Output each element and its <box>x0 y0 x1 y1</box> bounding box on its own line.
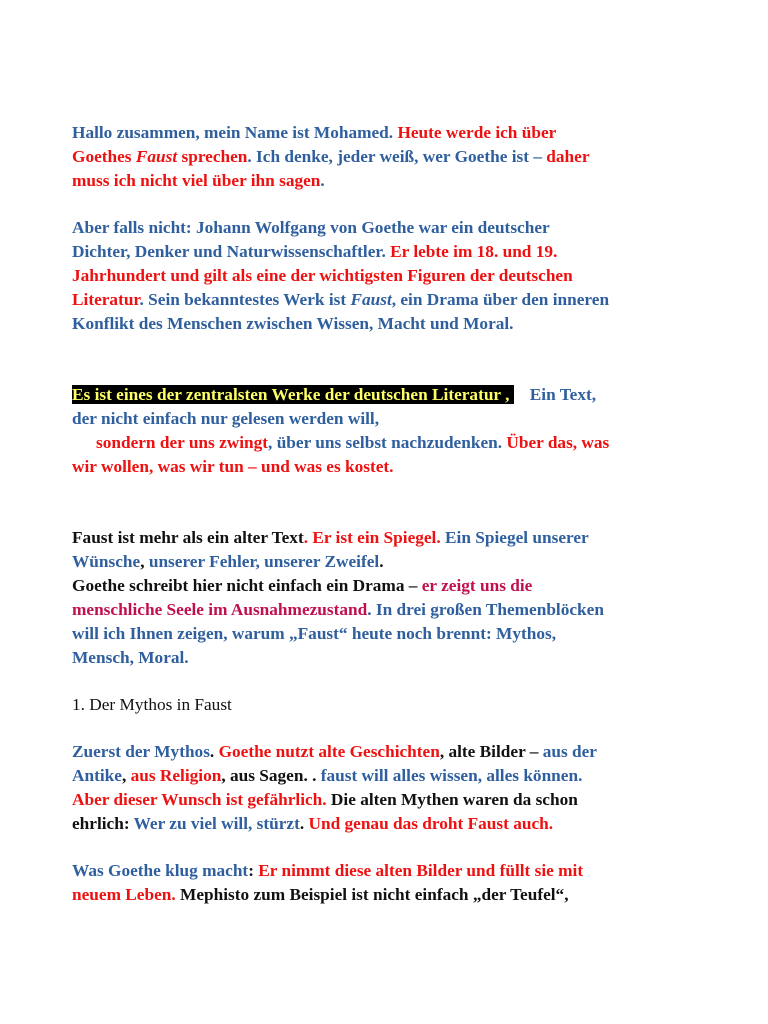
text-run: unserer Fehler, unserer Zweifel <box>148 552 380 571</box>
heading-text: 1. Der Mythos in Faust <box>72 695 232 714</box>
text-line <box>72 288 704 312</box>
section-heading-mythos <box>72 693 704 717</box>
text-line: Mensch, Moral. <box>72 648 189 667</box>
text-run: Ein Spiegel unserer <box>440 528 589 547</box>
text-line: der nicht einfach nur gelesen werden will, <box>72 409 380 428</box>
text-run: . In drei großen Themenblöcken <box>367 600 604 619</box>
text-line <box>72 431 704 455</box>
text-run: Über das, was <box>506 433 610 452</box>
text-run: . <box>303 528 313 547</box>
text-run: . <box>209 742 219 761</box>
text-run: , über uns selbst nachzudenken. <box>268 433 507 452</box>
text-run: sprechen <box>177 147 248 166</box>
text-run: . <box>320 171 325 190</box>
text-run: Mephisto zum Beispiel ist nicht einfach „der Teufel“, <box>175 885 569 904</box>
text-line: Konflikt des Menschen zwischen Wissen, Macht und Moral. <box>72 314 514 333</box>
text-run: muss ich nicht viel über ihn sagen <box>72 171 321 190</box>
text-run: Aber dieser Wunsch ist gefährlich. <box>72 790 327 809</box>
text-run: Goethe schreibt hier nicht einfach ein Drama – <box>72 576 422 595</box>
text-run: neuem Leben. <box>72 885 176 904</box>
text-run: Zuerst der Mythos <box>72 742 210 761</box>
text-run: , alte Bilder – <box>439 742 543 761</box>
text-line <box>72 740 704 764</box>
text-run: , <box>121 766 131 785</box>
text-run: ehrlich: <box>72 814 134 833</box>
text-line <box>72 240 704 264</box>
text-run: faust will alles wissen, alles können. <box>320 766 583 785</box>
intro-paragraph <box>72 121 704 193</box>
text-run: Wer zu viel will, stürzt <box>133 814 300 833</box>
text-run: . Sein bekanntestes Werk ist <box>139 290 351 309</box>
text-line <box>72 598 704 622</box>
text-run: : <box>248 861 259 880</box>
text-line: will ich Ihnen zeigen, warum „Faust“ heute noch brennt: Mythos, <box>72 624 557 643</box>
text-run: Goethe nutzt alte Geschichten <box>218 742 440 761</box>
text-line <box>72 788 704 812</box>
text-line <box>72 383 704 407</box>
text-run: Hallo zusammen, mein Name ist Mohamed. <box>72 123 398 142</box>
text-run: Literatur <box>72 290 140 309</box>
highlighted-text: Es ist eines der zentralsten Werke der deutschen Literatur , <box>72 385 514 404</box>
text-line: Jahrhundert und gilt als eine der wichtigsten Figuren der deutschen <box>72 266 573 285</box>
text-line <box>72 883 704 907</box>
text-line <box>72 764 704 788</box>
text-run: menschliche Seele im Ausnahmezustand <box>72 600 368 619</box>
goethe-clever-paragraph <box>72 859 704 907</box>
text-run: Goethes <box>72 147 136 166</box>
text-run: Und genau das droht Faust auch. <box>308 814 554 833</box>
text-run: Faust <box>350 290 392 309</box>
text-run: daher <box>546 147 590 166</box>
text-run: Er ist ein Spiegel. <box>312 528 441 547</box>
mythos-paragraph <box>72 740 704 836</box>
text-line <box>72 812 704 836</box>
text-line <box>72 145 704 169</box>
text-run: Faust ist mehr als ein alter Text <box>72 528 304 547</box>
text-run: . <box>299 814 309 833</box>
text-run: aus Religion <box>130 766 222 785</box>
text-run: , aus Sagen. . <box>221 766 321 785</box>
text-line <box>72 121 704 145</box>
goethe-paragraph <box>72 216 704 336</box>
text-run: Die alten Mythen waren da schon <box>326 790 578 809</box>
text-run: Er nimmt diese alten Bilder und füllt sie mit <box>258 861 584 880</box>
text-run: Was Goethe klug macht <box>72 861 249 880</box>
text-line <box>72 574 704 598</box>
text-line: Aber falls nicht: Johann Wolfgang von Goethe war ein deutscher <box>72 218 550 237</box>
text-line <box>72 550 704 574</box>
text-run: sondern der uns zwingt <box>96 433 269 452</box>
highlight-paragraph <box>72 383 704 479</box>
mirror-paragraph <box>72 526 704 670</box>
text-run: , <box>140 552 149 571</box>
text-run: . Ich denke, jeder weiß, wer Goethe ist – <box>247 147 547 166</box>
text-run: Heute werde ich über <box>397 123 557 142</box>
text-line <box>72 859 704 883</box>
text-run: Er lebte im 18. und 19. <box>390 242 558 261</box>
text-line: wir wollen, was wir tun – und was es kostet. <box>72 457 394 476</box>
text-run: . <box>379 552 384 571</box>
text-run: Dichter, Denker und Naturwissenschaftler. <box>72 242 391 261</box>
text-line <box>72 169 704 193</box>
text-run: , ein Drama über den inneren <box>391 290 610 309</box>
text-run: aus der <box>542 742 597 761</box>
text-run: Antike <box>72 766 122 785</box>
text-run: Wünsche <box>72 552 141 571</box>
text-run: Faust <box>135 147 178 166</box>
text-run: er zeigt uns die <box>421 576 533 595</box>
text-line <box>72 526 704 550</box>
text-run: Ein Text, <box>529 385 597 404</box>
